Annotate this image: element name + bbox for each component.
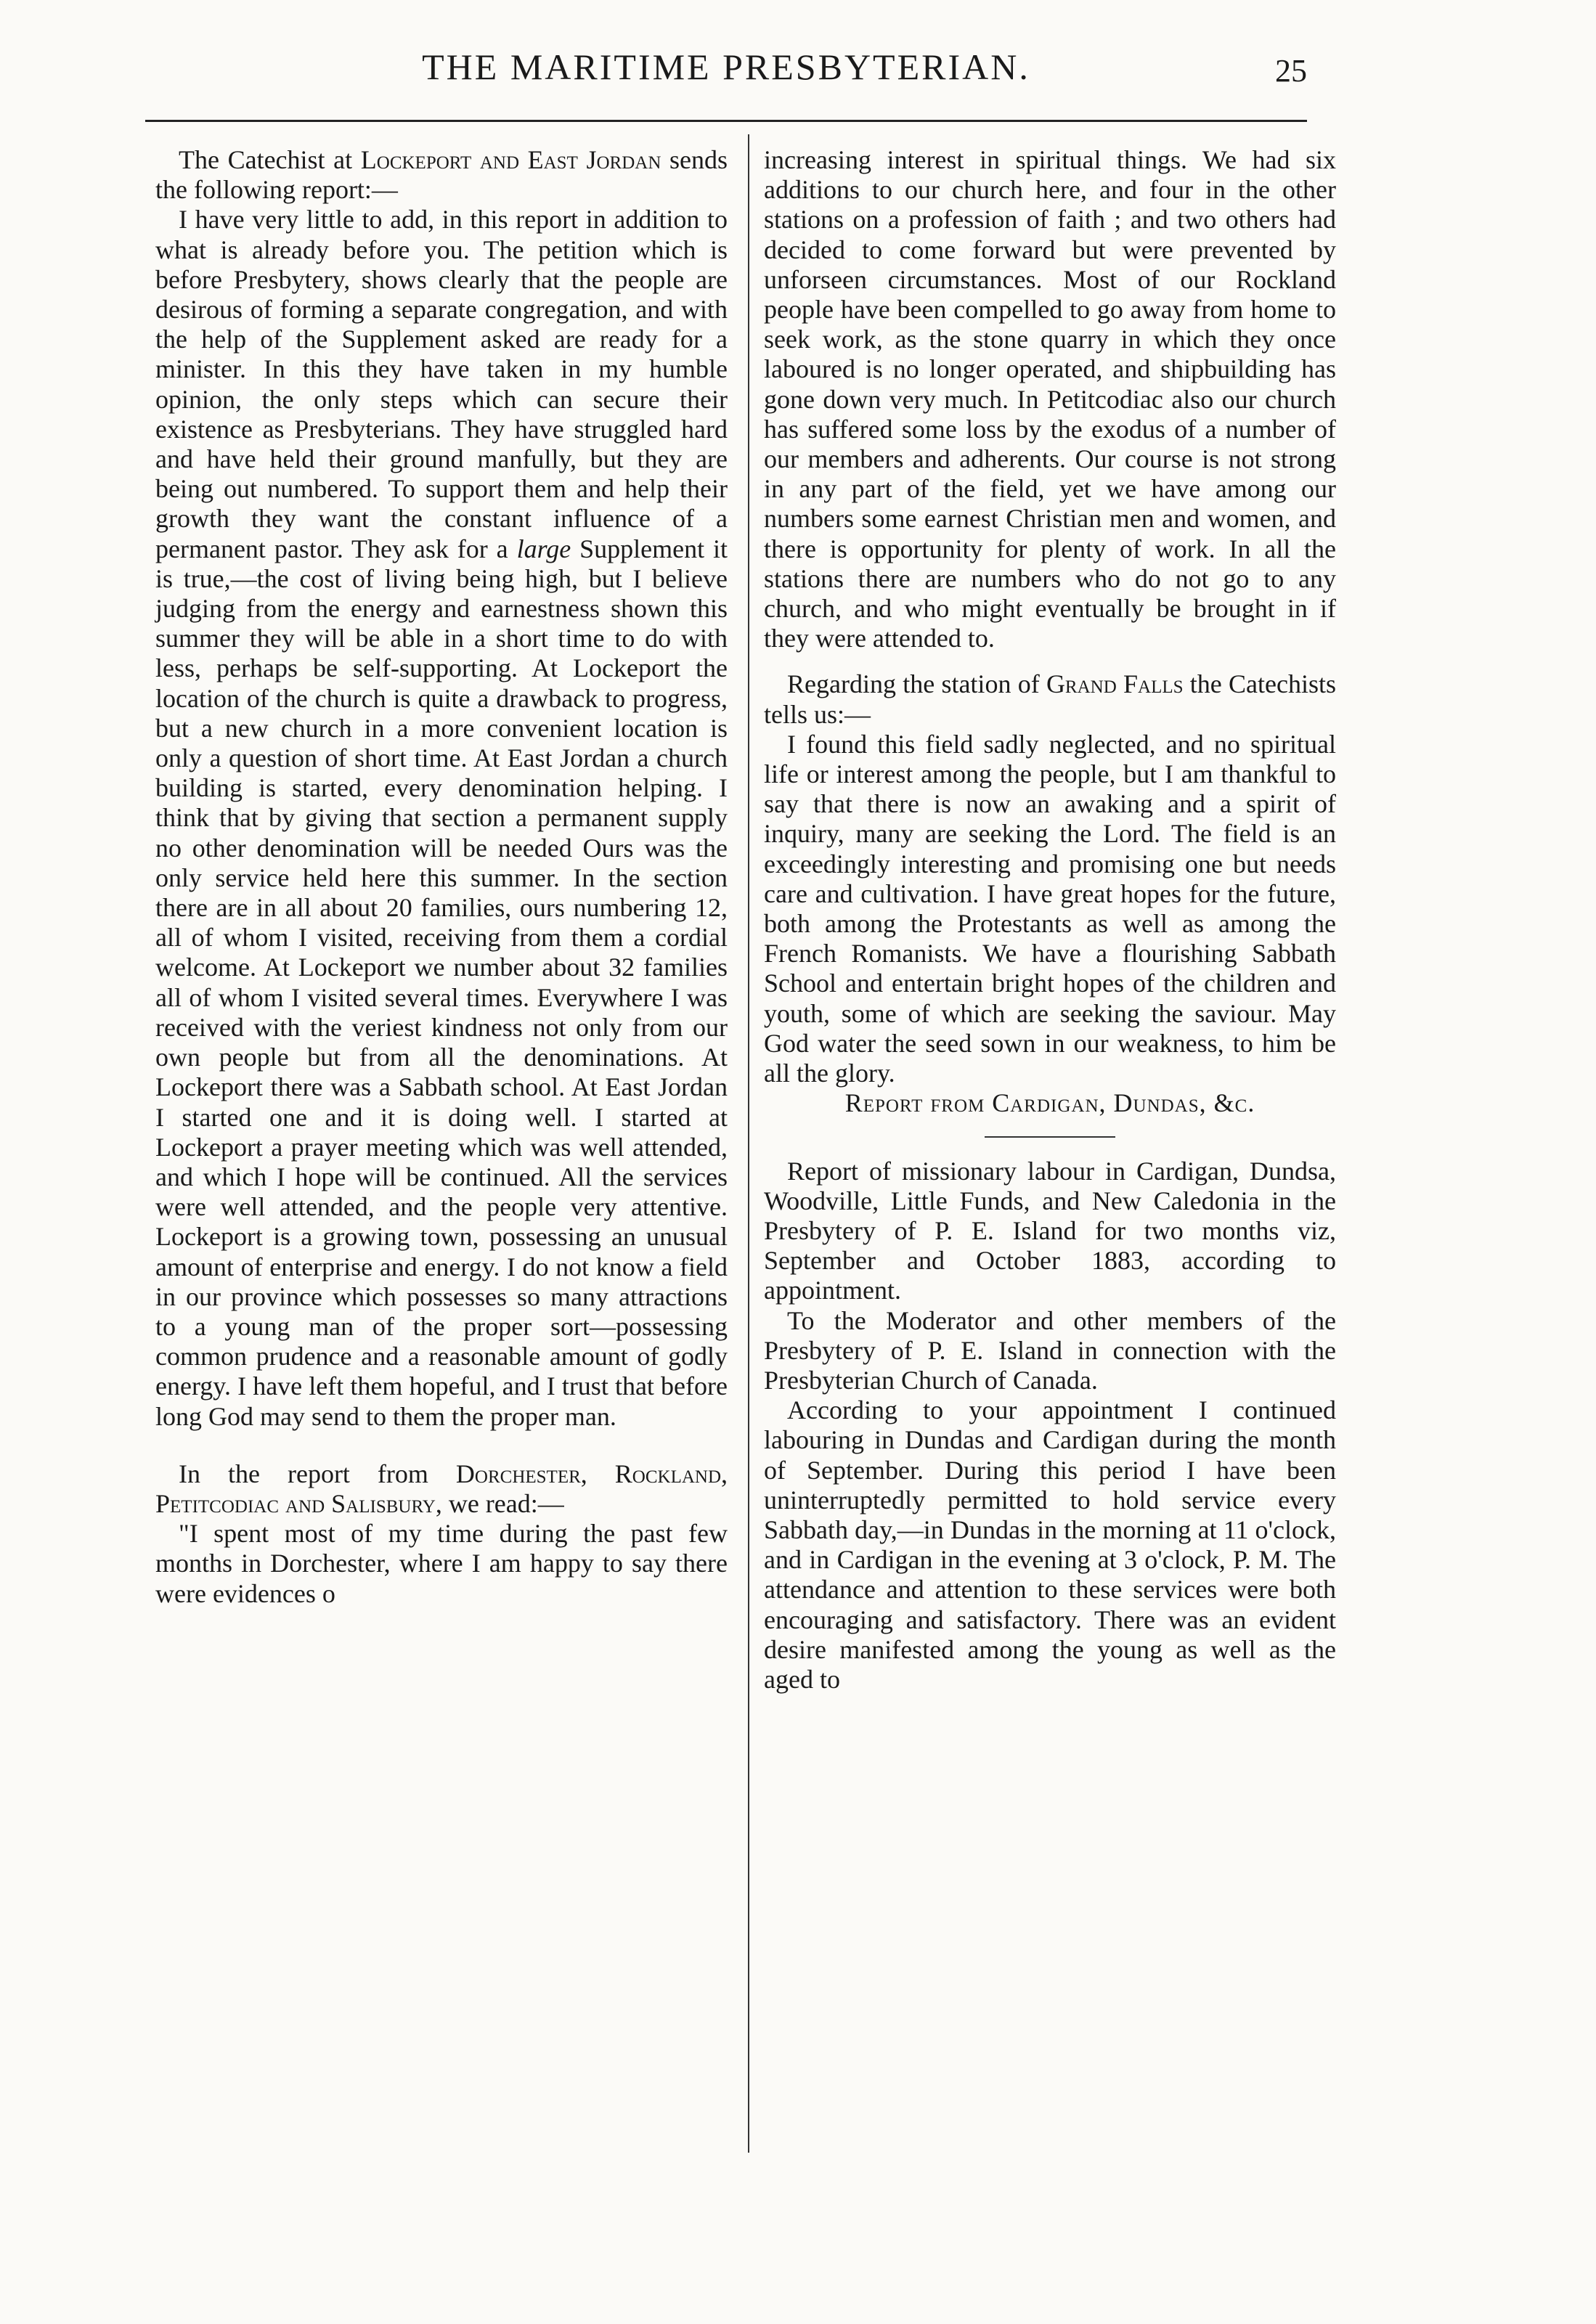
right-column xyxy=(764,145,1336,1695)
place-name: Grand Falls xyxy=(1046,669,1184,699)
heading-divider xyxy=(985,1136,1115,1138)
cardigan-report-intro: Report of missionary labour in Cardigan, Dundsa, Woodville, Little Funds, and New Caledonia in the Presbytery of P. E. Island for two months viz, September and October 1883, according to appointment. xyxy=(764,1156,1336,1305)
cardigan-report: According to your appointment I continued labouring in Dundas and Cardigan during the month of September. During this period I have been uninterruptedly permitted to hold service every Sabbath day,—in Dundas in the morning at 11 o'clock, and in Cardigan in the evening at 3 o'clock, P. M. The attendance and attention to these services were both encouraging and satisfactory. There was an evident desire manifested among the young as well as the aged to xyxy=(764,1395,1336,1694)
dorchester-report: "I spent most of my time during the past few months in Dorchester, where I am happy to say there were evidences o xyxy=(155,1519,728,1608)
header-divider xyxy=(145,120,1307,122)
dorchester-report-continued: increasing interest in spiritual things. We had six additions to our church here, and four in the other stations on a profession of faith ; and two others had decided to come forward but were prevented by unforseen circumstances. Most of our Rockland people have been compelled to go away from home to seek work, as the stone quarry in which they once laboured is no longer operated, and shipbuilding has gone down very much. In Petitcodiac also our church has suffered some loss by the exodus of a number of our members and adherents. Our course is not strong in any part of the field, yet we have among our numbers some earnest Christian men and women, and there is opportunity for plenty of work. In all the stations there are numbers who do not go to any church, and who might eventually be brought in if they were attended to. xyxy=(764,145,1336,653)
page-title: THE MARITIME PRESBYTERIAN. xyxy=(422,46,1030,87)
place-name: Lockeport and East Jordan xyxy=(360,145,661,174)
page-header xyxy=(145,45,1307,118)
emphasis-text: large xyxy=(516,534,571,563)
section-heading: Report from Cardigan, Dundas, &c. xyxy=(844,1088,1255,1118)
lockeport-intro: The Catechist at Lockeport and East Jordan sends the following report:— xyxy=(155,145,728,205)
column-divider xyxy=(748,134,749,2153)
dorchester-intro: In the report from Dorchester, Rockland, Petitcodiac and Salisbury, we read:— xyxy=(155,1459,728,1518)
page-number: 25 xyxy=(1275,53,1307,89)
grand-falls-intro: Regarding the station of Grand Falls the Catechists tells us:— xyxy=(764,669,1337,729)
grand-falls-report: I found this field sadly neglected, and no spiritual life or interest among the people, but I am thankful to say that there is now an awaking and a spirit of inquiry, many are seeking the Lord. The field is an exceedingly interesting and promising one but needs care and cultivation. I have great hopes for the future, both among the Protestants as well as among the French Romanists. We have a flourishing Sabbath School and entertain bright hopes of the children and youth, some of which are seeking the saviour. May God water the seed sown in our weakness, to him be all the glory. xyxy=(764,729,1336,1088)
left-column xyxy=(155,145,728,1609)
cardigan-address: To the Moderator and other members of the Presbytery of P. E. Island in connection with the Presbyterian Church of Canada. xyxy=(764,1305,1336,1395)
lockeport-report: I have very little to add, in this report in addition to what is already before you. The petition which is before Presbytery, shows clearly that the people are desirous of forming a separate congregation, and with the help of the Supplement asked are ready for a minister. In this they have taken in my humble opinion, the only steps which can secure their existence as Presbyterians. They have struggled hard and have held their ground manfully, but they are being out numbered. To support them and help their growth they want the constant influence of a permanent pastor. They ask for a large Supplement it is true,—the cost of living being high, but I believe judging from the energy and earnestness shown this summer they will be able in a short time to do with less, perhaps be self-supporting. At Lockeport the location of the church is quite a drawback to progress, but a new church in a more convenient location is only a question of short time. At East Jordan a church building is started, every denomination helping. I think that by giving that section a permanent supply no other denomination will be needed Ours was the only service held here this summer. In the section there are in all about 20 families, ours numbering 12, all of whom I visited, receiving from them a cordial welcome. At Lockeport we number about 32 families all of whom I visited several times. Everywhere I was received with the veriest kindness not only from our own people but from all the denominations. At Lockeport there was a Sabbath school. At East Jordan I started one and it is doing well. I started at Lockeport a prayer meeting which was well attended, and which I hope will be continued. All the services were well attended, and the people very attentive. Lockeport is a growing town, possessing an unusual amount of enterprise and energy. I do not know a field in our province which possesses so many attractions to a young man of the proper sort—possessing common prudence and a reasonable amount of godly energy. I have left them hopeful, and I trust that before long God may send to them the proper man. xyxy=(155,205,728,1431)
place-names: Dorchester, Rockland, Petitcodiac and Salisbury, xyxy=(155,1459,728,1518)
